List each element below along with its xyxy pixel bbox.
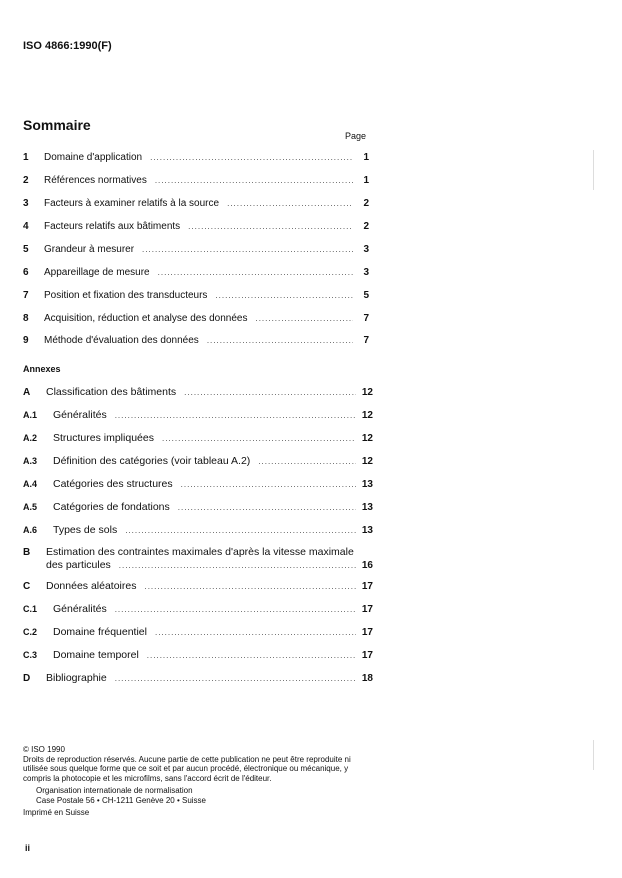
toc-entry-number: B — [23, 547, 31, 558]
toc-leader-dots — [147, 651, 356, 660]
toc-leader-dots — [155, 628, 356, 637]
toc-entry-2[interactable] — [23, 175, 369, 189]
toc-entry-page: 7 — [363, 335, 369, 346]
toc-leader-dots — [155, 176, 353, 185]
toc-leader-dots — [115, 605, 356, 614]
toc-entry-title: Généralités — [53, 603, 107, 615]
toc-entry-page: 12 — [361, 410, 373, 421]
toc-entry-title: Définition des catégories (voir tableau A.2) — [53, 455, 251, 467]
toc-entry-number: 6 — [23, 267, 29, 278]
annexes-heading: Annexes — [23, 364, 61, 374]
toc-entry-page: 1 — [363, 175, 369, 186]
toc-entry-title: Position et fixation des transducteurs — [44, 290, 208, 301]
organisation-name: Organisation internationale de normalisation — [36, 786, 193, 795]
toc-entry-page: 16 — [361, 560, 373, 571]
toc-annex-a[interactable] — [23, 386, 373, 400]
toc-entry-title: Bibliographie — [46, 672, 107, 684]
toc-page-column-label: Page — [345, 131, 367, 141]
toc-leader-dots — [178, 503, 356, 512]
toc-entry-title: Estimation des contraintes maximales d'après la vitesse maximale — [46, 546, 354, 558]
page-number: ii — [25, 843, 31, 853]
toc-entry-page: 1 — [363, 152, 369, 163]
toc-entry-title-continued: des particules — [46, 559, 111, 571]
toc-entry-number: 1 — [23, 152, 29, 163]
toc-entry-title: Structures impliquées — [53, 432, 154, 444]
toc-entry-page: 12 — [361, 456, 373, 467]
toc-annex-a6[interactable] — [23, 524, 373, 538]
toc-entry-8[interactable] — [23, 313, 369, 327]
toc-leader-dots — [162, 434, 356, 443]
toc-entry-title: Domaine fréquentiel — [53, 626, 147, 638]
copyright-notice — [23, 745, 373, 818]
toc-leader-dots — [158, 268, 353, 277]
toc-entry-number: A.3 — [23, 456, 38, 466]
toc-entry-title: Références normatives — [44, 175, 147, 186]
toc-entry-page: 18 — [361, 673, 373, 684]
toc-leader-dots — [115, 674, 356, 683]
toc-entry-page: 2 — [363, 198, 369, 209]
toc-leader-dots — [207, 336, 353, 345]
toc-leader-dots — [150, 153, 353, 162]
toc-entry-page: 13 — [361, 479, 373, 490]
toc-entry-3[interactable] — [23, 198, 369, 212]
scan-edge-mark — [593, 740, 594, 770]
toc-leader-dots — [119, 561, 356, 570]
postal-address: Case Postale 56 • CH-1211 Genève 20 • Suisse — [36, 795, 206, 805]
toc-entry-number: 2 — [23, 175, 29, 186]
toc-entry-page: 5 — [363, 290, 369, 301]
toc-entry-number: A.4 — [23, 479, 38, 489]
toc-entry-title: Catégories des structures — [53, 478, 173, 490]
toc-entry-6[interactable] — [23, 267, 369, 281]
toc-annex-c3[interactable] — [23, 649, 373, 663]
toc-annex-a5[interactable] — [23, 501, 373, 515]
toc-annex-a4[interactable] — [23, 478, 373, 492]
toc-entry-7[interactable] — [23, 290, 369, 304]
toc-entry-1[interactable] — [23, 152, 369, 166]
toc-annex-c1[interactable] — [23, 603, 373, 617]
toc-entry-number: A.5 — [23, 502, 38, 512]
toc-annex-a3[interactable] — [23, 455, 373, 469]
toc-entry-page: 13 — [361, 502, 373, 513]
toc-leader-dots — [125, 526, 356, 535]
toc-annex-a1[interactable] — [23, 409, 373, 423]
toc-entry-page: 2 — [363, 221, 369, 232]
toc-entry-title: Domaine temporel — [53, 649, 139, 661]
toc-annex-c[interactable] — [23, 580, 373, 594]
toc-entry-title: Types de sols — [53, 524, 118, 536]
toc-leader-dots — [144, 582, 355, 591]
toc-leader-dots — [115, 411, 356, 420]
toc-entry-number: A.6 — [23, 525, 38, 535]
toc-entry-page: 12 — [361, 387, 373, 398]
printed-in: Imprimé en Suisse — [23, 808, 90, 817]
toc-annex-c2[interactable] — [23, 626, 373, 640]
toc-entry-number: D — [23, 673, 31, 684]
toc-entry-number: 4 — [23, 221, 29, 232]
toc-entry-page: 13 — [361, 525, 373, 536]
toc-leader-dots — [215, 291, 353, 300]
toc-entry-number: 5 — [23, 244, 29, 255]
toc-entry-page: 7 — [363, 313, 369, 324]
toc-entry-title: Facteurs relatifs aux bâtiments — [44, 221, 181, 232]
toc-entry-page: 12 — [361, 433, 373, 444]
toc-entry-title: Classification des bâtiments — [46, 386, 177, 398]
toc-entry-number: A.1 — [23, 410, 38, 420]
toc-entry-page: 17 — [361, 627, 373, 638]
toc-leader-dots — [184, 388, 356, 397]
toc-annex-b[interactable] — [23, 546, 373, 574]
toc-entry-title: Facteurs à examiner relatifs à la source — [44, 198, 220, 209]
toc-entry-title: Appareillage de mesure — [44, 267, 150, 278]
toc-annex-d[interactable] — [23, 672, 373, 686]
toc-entry-title: Acquisition, réduction et analyse des données — [44, 313, 248, 324]
toc-entry-number: A — [23, 387, 31, 398]
toc-entry-page: 17 — [361, 650, 373, 661]
toc-entry-number: A.2 — [23, 433, 38, 443]
toc-entry-number: C.1 — [23, 604, 38, 614]
toc-entry-page: 3 — [363, 244, 369, 255]
document-reference: ISO 4866:1990(F) — [23, 40, 112, 52]
toc-entry-number: 9 — [23, 335, 29, 346]
toc-entry-title: Données aléatoires — [46, 580, 137, 592]
copyright-line: © ISO 1990 — [23, 745, 65, 754]
toc-leader-dots — [181, 480, 356, 489]
toc-leader-dots — [142, 245, 353, 254]
toc-entry-page: 17 — [361, 581, 373, 592]
toc-entry-number: 8 — [23, 313, 29, 324]
toc-entry-title: Grandeur à mesurer — [44, 244, 135, 255]
toc-entry-number: C.3 — [23, 650, 38, 660]
toc-title: Sommaire — [23, 117, 91, 133]
toc-entry-5[interactable] — [23, 244, 369, 258]
toc-entry-title: Généralités — [53, 409, 107, 421]
toc-leader-dots — [227, 199, 353, 208]
toc-leader-dots — [255, 314, 353, 323]
toc-entry-page: 17 — [361, 604, 373, 615]
toc-entry-title: Méthode d'évaluation des données — [44, 335, 199, 346]
rights-statement: Droits de reproduction réservés. Aucune partie de cette publication ne peut être reproduite ni utilisée sous quelque forme que ce soit et par aucun procédé, électronique ou mécanique, y compris la photocopie et les microfilms, sans l'accord écrit de l'éditeur. — [23, 754, 351, 783]
toc-entry-page: 3 — [363, 267, 369, 278]
toc-entry-number: C.2 — [23, 627, 38, 637]
toc-leader-dots — [258, 457, 356, 466]
toc-leader-dots — [188, 222, 353, 231]
toc-entry-4[interactable] — [23, 221, 369, 235]
toc-entry-title: Domaine d'application — [44, 152, 143, 163]
toc-entry-9[interactable] — [23, 335, 369, 349]
toc-entry-number: C — [23, 581, 31, 592]
toc-annex-a2[interactable] — [23, 432, 373, 446]
scan-edge-mark — [593, 150, 594, 190]
toc-entry-number: 3 — [23, 198, 29, 209]
toc-entry-title: Catégories de fondations — [53, 501, 170, 513]
toc-entry-number: 7 — [23, 290, 29, 301]
